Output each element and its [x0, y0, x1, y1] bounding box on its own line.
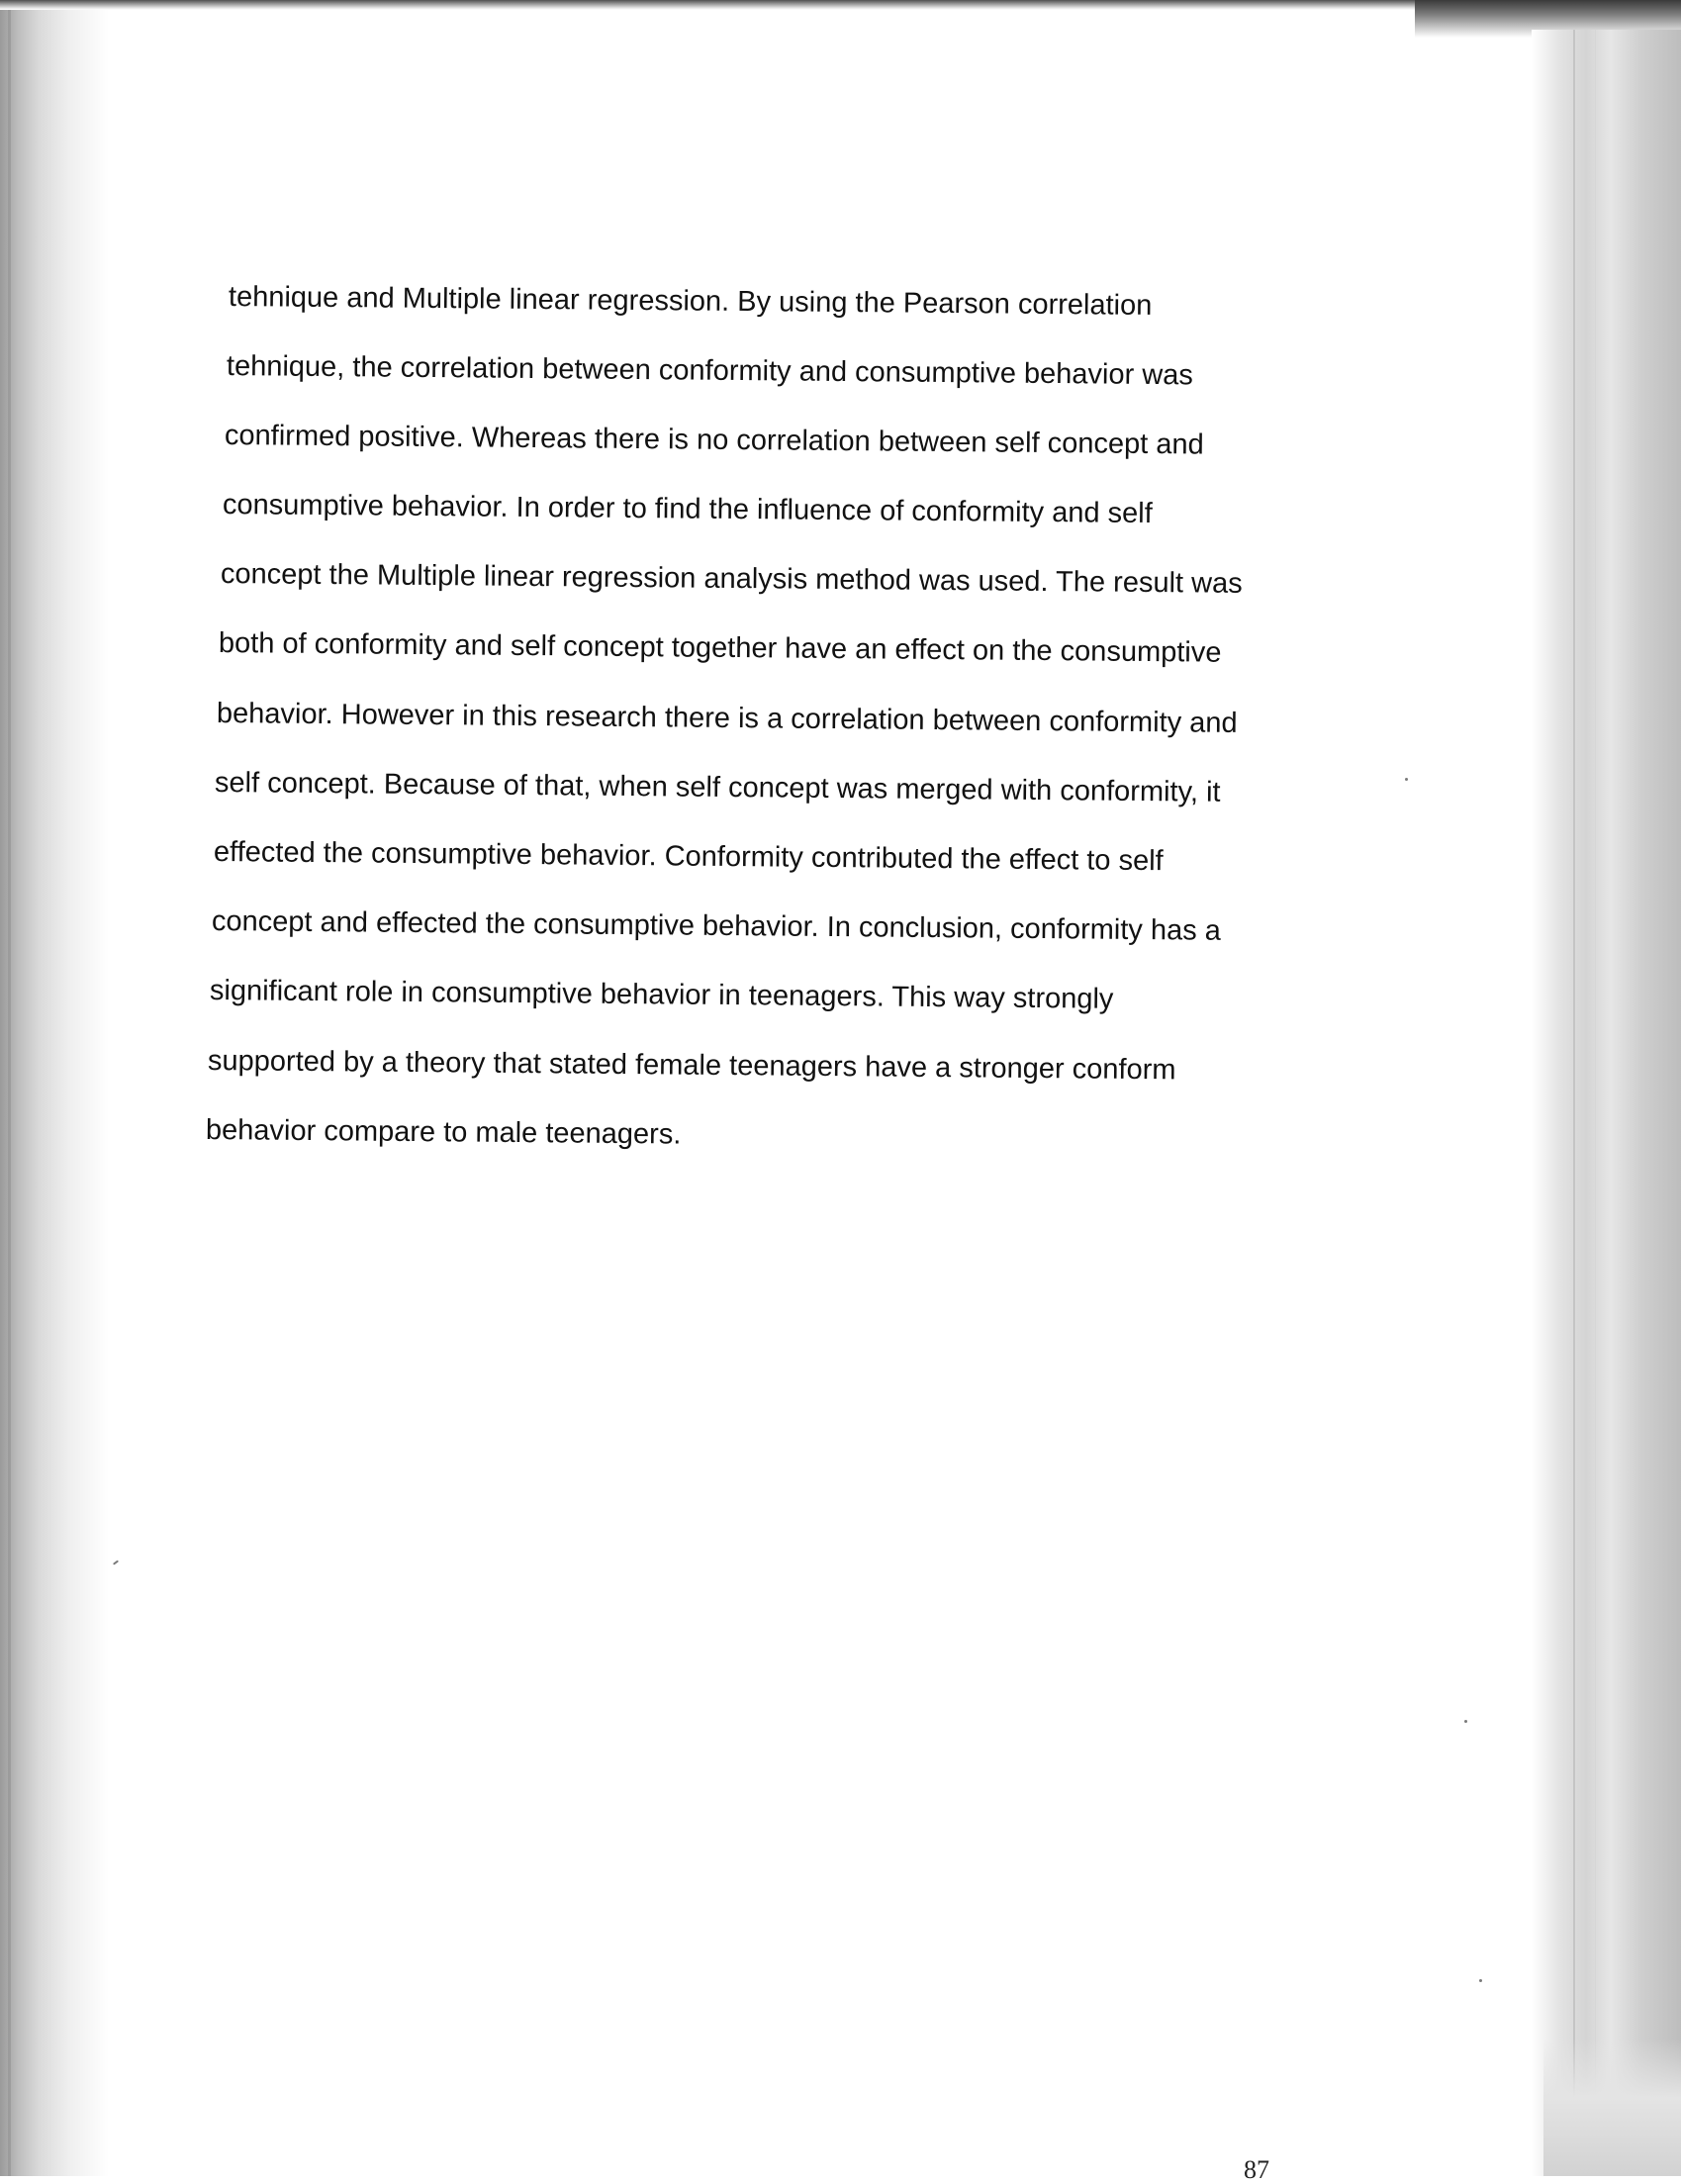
- text-line: confirmed positive. Whereas there is no correlation between self concept and: [224, 420, 1204, 461]
- text-line: effected the consumptive behavior. Conformity contributed the effect to self: [213, 836, 1164, 878]
- text-line: consumptive behavior. In order to find the influence of conformity and self: [222, 489, 1153, 530]
- text-line: both of conformity and self concept together have an effect on the consumptive: [218, 627, 1222, 669]
- text-line: significant role in consumptive behavior in teenagers. This way strongly: [209, 975, 1114, 1015]
- text-line: tehnique and Multiple linear regression. By using the Pearson correlation: [228, 281, 1153, 322]
- text-line: behavior. However in this research there is a correlation between conformity and: [216, 698, 1238, 739]
- text-line: concept and effected the consumptive behavior. In conclusion, conformity has a: [211, 905, 1222, 947]
- text-line: tehnique, the correlation between conformity and consumptive behavior was: [226, 350, 1194, 392]
- text-line: self concept. Because of that, when self concept was merged with conformity, it: [214, 767, 1221, 808]
- page-number: 87: [1244, 2155, 1269, 2184]
- text-line: behavior compare to male teenagers.: [205, 1114, 682, 1151]
- text-line: supported by a theory that stated female teenagers have a stronger conform: [207, 1045, 1176, 1087]
- text-line: concept the Multiple linear regression analysis method was used. The result was: [220, 558, 1243, 600]
